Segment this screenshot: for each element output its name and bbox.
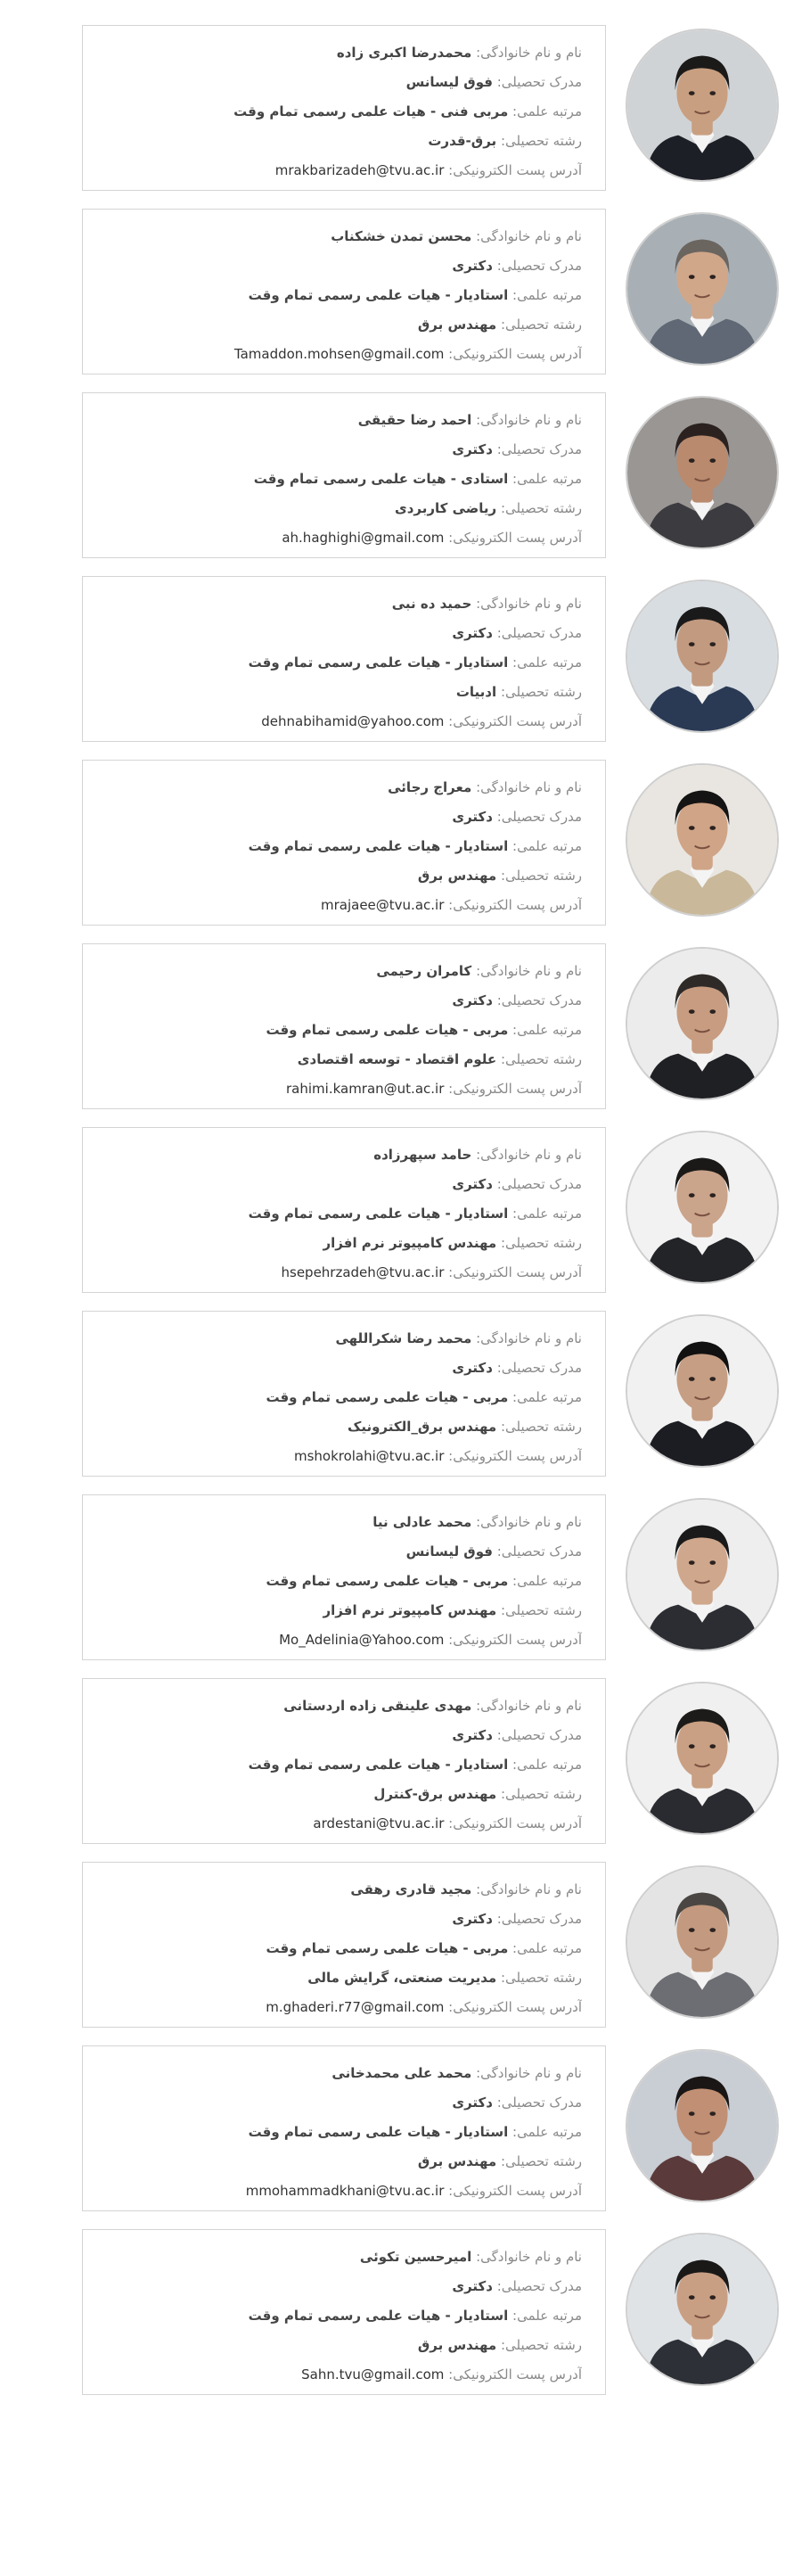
member-rank: استادیار - هیات علمی رسمی تمام وقت <box>248 838 509 854</box>
member-rank: مربی - هیات علمی رسمی تمام وقت <box>266 1022 509 1038</box>
portrait-right-eye <box>709 91 716 95</box>
portrait-left-eye <box>689 1744 695 1749</box>
field-label: رشته تحصیلی: <box>500 133 582 149</box>
rank-row <box>101 465 582 494</box>
name-label: نام و نام خانوادگی: <box>476 779 582 795</box>
member-degree: دکتری <box>452 1360 493 1376</box>
field-label: رشته تحصیلی: <box>500 684 582 700</box>
avatar <box>626 1314 779 1468</box>
portrait-photo <box>627 581 777 731</box>
email-label: آدرس پست الکترونیکی: <box>448 1081 582 1097</box>
member-degree: دکتری <box>452 992 493 1008</box>
email-label: آدرس پست الکترونیکی: <box>448 897 582 913</box>
member-name: کامران رحیمی <box>376 963 472 979</box>
member-rank: استادی - هیات علمی رسمی تمام وقت <box>253 471 509 487</box>
avatar <box>626 1498 779 1651</box>
email-row <box>101 523 582 553</box>
degree-row <box>101 802 582 832</box>
portrait-photo <box>627 2051 777 2201</box>
portrait-photo <box>627 1316 777 1466</box>
degree-row <box>101 1537 582 1567</box>
member-field: مهندس برق-کنترل <box>373 1786 497 1802</box>
name-label: نام و نام خانوادگی: <box>476 596 582 612</box>
member-rank: استادیار - هیات علمی رسمی تمام وقت <box>248 1206 509 1222</box>
faculty-member <box>0 760 802 943</box>
rank-label: مرتبه علمی: <box>512 654 582 671</box>
portrait-left-eye <box>689 458 695 463</box>
faculty-member <box>0 2045 802 2229</box>
member-degree: دکتری <box>452 258 493 274</box>
member-info-card <box>82 2229 606 2395</box>
member-name: احمد رضا حقیقی <box>357 412 472 428</box>
rank-label: مرتبه علمی: <box>512 2124 582 2140</box>
portrait-right-eye <box>709 826 716 830</box>
avatar <box>626 2049 779 2202</box>
member-degree: دکتری <box>452 2278 493 2294</box>
field-label: رشته تحصیلی: <box>500 317 582 333</box>
name-label: نام و نام خانوادگی: <box>476 1881 582 1897</box>
avatar <box>626 947 779 1100</box>
degree-row <box>101 2088 582 2118</box>
member-email-link[interactable]: Tamaddon.mohsen@gmail.com <box>233 346 445 362</box>
member-name: حمید ده نبی <box>391 596 472 612</box>
degree-row <box>101 68 582 97</box>
member-rank: مربی - هیات علمی رسمی تمام وقت <box>266 1389 509 1405</box>
member-rank: مربی - هیات علمی رسمی تمام وقت <box>266 1573 509 1589</box>
portrait-right-eye <box>709 1009 716 1014</box>
field-label: رشته تحصیلی: <box>500 1970 582 1986</box>
name-label: نام و نام خانوادگی: <box>476 2249 582 2265</box>
rank-row <box>101 648 582 678</box>
email-row <box>101 1625 582 1655</box>
email-row <box>101 1074 582 1104</box>
rank-label: مرتبه علمی: <box>512 103 582 119</box>
portrait-photo <box>627 2234 777 2384</box>
portrait-right-eye <box>709 1560 716 1565</box>
portrait-photo <box>627 1683 777 1833</box>
field-label: رشته تحصیلی: <box>500 2153 582 2169</box>
email-row <box>101 156 582 185</box>
member-field: برق-قدرت <box>428 133 497 149</box>
faculty-member <box>0 943 802 1127</box>
member-degree: دکتری <box>452 2095 493 2111</box>
rank-row <box>101 2301 582 2331</box>
portrait-left-eye <box>689 1560 695 1565</box>
rank-row <box>101 1934 582 1963</box>
degree-label: مدرک تحصیلی: <box>496 1911 582 1927</box>
member-info-card <box>82 1311 606 1477</box>
email-label: آدرس پست الکترونیکی: <box>448 2366 582 2383</box>
portrait-left-eye <box>689 91 695 95</box>
avatar <box>626 580 779 733</box>
rank-label: مرتبه علمی: <box>512 1206 582 1222</box>
field-row <box>101 2147 582 2177</box>
portrait-left-eye <box>689 1009 695 1014</box>
portrait-photo <box>627 30 777 180</box>
email-row <box>101 2177 582 2206</box>
degree-row <box>101 1170 582 1199</box>
degree-row <box>101 435 582 465</box>
member-email-link[interactable]: mmohammadkhani@tvu.ac.ir <box>245 2183 445 2199</box>
member-rank: استادیار - هیات علمی رسمی تمام وقت <box>248 287 509 303</box>
field-row <box>101 1412 582 1442</box>
email-row <box>101 2360 582 2390</box>
email-row <box>101 1442 582 1471</box>
name-label: نام و نام خانوادگی: <box>476 963 582 979</box>
name-row <box>101 1140 582 1170</box>
degree-label: مدرک تحصیلی: <box>496 2278 582 2294</box>
member-name: محمد عادلی نیا <box>372 1514 472 1530</box>
avatar <box>626 1682 779 1835</box>
name-label: نام و نام خانوادگی: <box>476 45 582 61</box>
member-info-card <box>82 1127 606 1293</box>
rank-label: مرتبه علمی: <box>512 471 582 487</box>
rank-row <box>101 1016 582 1045</box>
faculty-list <box>0 25 802 2413</box>
avatar <box>626 29 779 182</box>
portrait-right-eye <box>709 1744 716 1749</box>
name-label: نام و نام خانوادگی: <box>476 412 582 428</box>
member-field: مهندس برق <box>417 2153 497 2169</box>
field-label: رشته تحصیلی: <box>500 1786 582 1802</box>
portrait-left-eye <box>689 642 695 646</box>
rank-label: مرتبه علمی: <box>512 1940 582 1956</box>
name-row <box>101 1691 582 1721</box>
member-degree: فوق لیسانس <box>405 1543 493 1560</box>
rank-label: مرتبه علمی: <box>512 1573 582 1589</box>
field-row <box>101 1780 582 1809</box>
avatar <box>626 1865 779 2019</box>
portrait-photo <box>627 398 777 547</box>
degree-label: مدرک تحصیلی: <box>496 1543 582 1560</box>
portrait-right-eye <box>709 1377 716 1381</box>
member-degree: دکتری <box>452 1176 493 1192</box>
field-row <box>101 494 582 523</box>
member-name: محمدرضا اکبری زاده <box>336 45 472 61</box>
degree-label: مدرک تحصیلی: <box>496 1360 582 1376</box>
faculty-member <box>0 1678 802 1862</box>
member-field: مهندس کامپیوتر نرم افزار <box>323 1235 497 1251</box>
name-row <box>101 222 582 251</box>
rank-label: مرتبه علمی: <box>512 2308 582 2324</box>
member-email-link[interactable]: Mo_Adelinia@Yahoo.com <box>279 1632 445 1648</box>
name-row <box>101 589 582 619</box>
member-email-link[interactable]: ardestani@tvu.ac.ir <box>313 1815 445 1831</box>
rank-row <box>101 1199 582 1229</box>
name-row <box>101 1508 582 1537</box>
member-field: مهندس برق <box>417 2337 497 2353</box>
rank-row <box>101 97 582 127</box>
portrait-photo <box>627 1500 777 1650</box>
field-label: رشته تحصیلی: <box>500 868 582 884</box>
portrait-photo <box>627 1132 777 1282</box>
member-field: مهندس برق_الکترونیک <box>347 1419 497 1435</box>
faculty-member <box>0 1311 802 1494</box>
faculty-member <box>0 1862 802 2045</box>
avatar <box>626 212 779 366</box>
member-rank: استادیار - هیات علمی رسمی تمام وقت <box>248 2124 509 2140</box>
email-label: آدرس پست الکترونیکی: <box>448 162 582 178</box>
portrait-photo <box>627 765 777 915</box>
member-field: ریاضی کاربردی <box>394 500 497 516</box>
rank-row <box>101 281 582 310</box>
name-label: نام و نام خانوادگی: <box>476 228 582 244</box>
member-email-link[interactable]: Sahn.tvu@gmail.com <box>301 2366 445 2383</box>
field-label: رشته تحصیلی: <box>500 500 582 516</box>
degree-row <box>101 2272 582 2301</box>
portrait-right-eye <box>709 1193 716 1197</box>
degree-label: مدرک تحصیلی: <box>496 809 582 825</box>
email-row <box>101 891 582 920</box>
name-label: نام و نام خانوادگی: <box>476 2065 582 2081</box>
portrait-left-eye <box>689 1193 695 1197</box>
email-row <box>101 1993 582 2022</box>
email-label: آدرس پست الکترونیکی: <box>448 1632 582 1648</box>
portrait-right-eye <box>709 275 716 279</box>
rank-row <box>101 1383 582 1412</box>
field-label: رشته تحصیلی: <box>500 1602 582 1618</box>
portrait-left-eye <box>689 826 695 830</box>
portrait-left-eye <box>689 275 695 279</box>
member-name: محمد علی محمدخانی <box>331 2065 472 2081</box>
faculty-member <box>0 25 802 209</box>
degree-row <box>101 986 582 1016</box>
field-row <box>101 2331 582 2360</box>
member-info-card <box>82 760 606 926</box>
portrait-left-eye <box>689 2111 695 2116</box>
member-field: علوم اقتصاد - توسعه اقتصادی <box>297 1051 497 1067</box>
member-name: محسن تمدن خشکناب <box>331 228 472 244</box>
member-info-card <box>82 1494 606 1660</box>
member-degree: فوق لیسانس <box>405 74 493 90</box>
email-label: آدرس پست الکترونیکی: <box>448 1264 582 1280</box>
faculty-member <box>0 209 802 392</box>
name-row <box>101 1875 582 1905</box>
member-name: امیرحسین تکوئی <box>359 2249 472 2265</box>
rank-row <box>101 1750 582 1780</box>
degree-label: مدرک تحصیلی: <box>496 258 582 274</box>
member-name: محمد رضا شکراللهی <box>335 1330 472 1346</box>
degree-label: مدرک تحصیلی: <box>496 441 582 457</box>
email-label: آدرس پست الکترونیکی: <box>448 346 582 362</box>
member-email-link[interactable]: dehnabihamid@yahoo.com <box>261 713 445 729</box>
portrait-right-eye <box>709 458 716 463</box>
faculty-member <box>0 576 802 760</box>
portrait-left-eye <box>689 2295 695 2300</box>
member-degree: دکتری <box>452 441 493 457</box>
member-info-card <box>82 2045 606 2211</box>
name-row <box>101 406 582 435</box>
member-email-link[interactable]: ah.haghighi@gmail.com <box>282 530 445 546</box>
field-row <box>101 861 582 891</box>
member-name: مجید قادری رهقی <box>350 1881 472 1897</box>
rank-label: مرتبه علمی: <box>512 1022 582 1038</box>
portrait-right-eye <box>709 642 716 646</box>
name-row <box>101 2059 582 2088</box>
faculty-member <box>0 1494 802 1678</box>
rank-label: مرتبه علمی: <box>512 1389 582 1405</box>
name-label: نام و نام خانوادگی: <box>476 1514 582 1530</box>
member-rank: استادیار - هیات علمی رسمی تمام وقت <box>248 1757 509 1773</box>
email-label: آدرس پست الکترونیکی: <box>448 1999 582 2015</box>
name-row <box>101 2243 582 2272</box>
member-degree: دکتری <box>452 809 493 825</box>
member-email-link[interactable]: mrakbarizadeh@tvu.ac.ir <box>274 162 445 178</box>
degree-label: مدرک تحصیلی: <box>496 2095 582 2111</box>
name-label: نام و نام خانوادگی: <box>476 1330 582 1346</box>
name-row <box>101 773 582 802</box>
faculty-member <box>0 1127 802 1311</box>
field-row <box>101 1963 582 1993</box>
portrait-right-eye <box>709 2295 716 2300</box>
email-label: آدرس پست الکترونیکی: <box>448 530 582 546</box>
portrait-photo <box>627 1867 777 2017</box>
member-info-card <box>82 25 606 191</box>
member-rank: مربی - هیات علمی رسمی تمام وقت <box>266 1940 509 1956</box>
email-row <box>101 1809 582 1839</box>
name-label: نام و نام خانوادگی: <box>476 1147 582 1163</box>
field-row <box>101 678 582 707</box>
portrait-photo <box>627 214 777 364</box>
degree-label: مدرک تحصیلی: <box>496 1727 582 1743</box>
member-field: ادبیات <box>455 684 497 700</box>
member-degree: دکتری <box>452 1911 493 1927</box>
member-rank: استادیار - هیات علمی رسمی تمام وقت <box>248 654 509 671</box>
name-label: نام و نام خانوادگی: <box>476 1698 582 1714</box>
member-name: مهدی علینقی زاده اردستانی <box>283 1698 472 1714</box>
email-label: آدرس پست الکترونیکی: <box>448 1448 582 1464</box>
field-label: رشته تحصیلی: <box>500 2337 582 2353</box>
field-label: رشته تحصیلی: <box>500 1419 582 1435</box>
avatar <box>626 2233 779 2386</box>
avatar <box>626 1131 779 1284</box>
field-row <box>101 310 582 340</box>
portrait-photo <box>627 949 777 1099</box>
member-email-link[interactable]: hsepehrzadeh@tvu.ac.ir <box>281 1264 445 1280</box>
field-label: رشته تحصیلی: <box>500 1051 582 1067</box>
field-row <box>101 1229 582 1258</box>
portrait-right-eye <box>709 1928 716 1932</box>
member-rank: مربی فنی - هیات علمی رسمی تمام وقت <box>233 103 509 119</box>
portrait-right-eye <box>709 2111 716 2116</box>
member-field: مدیریت صنعتی، گرایش مالی <box>307 1970 497 1986</box>
portrait-left-eye <box>689 1928 695 1932</box>
member-email-link[interactable]: mrajaee@tvu.ac.ir <box>321 897 445 913</box>
portrait-left-eye <box>689 1377 695 1381</box>
email-row <box>101 340 582 369</box>
name-row <box>101 957 582 986</box>
member-info-card <box>82 392 606 558</box>
degree-label: مدرک تحصیلی: <box>496 625 582 641</box>
member-info-card <box>82 209 606 374</box>
degree-row <box>101 619 582 648</box>
member-name: حامد سپهرزاده <box>373 1147 472 1163</box>
degree-label: مدرک تحصیلی: <box>496 1176 582 1192</box>
rank-label: مرتبه علمی: <box>512 838 582 854</box>
rank-row <box>101 1567 582 1596</box>
member-field: مهندس برق <box>417 317 497 333</box>
faculty-member <box>0 392 802 576</box>
rank-label: مرتبه علمی: <box>512 1757 582 1773</box>
degree-label: مدرک تحصیلی: <box>496 992 582 1008</box>
avatar <box>626 763 779 917</box>
rank-row <box>101 832 582 861</box>
field-row <box>101 1596 582 1625</box>
avatar <box>626 396 779 549</box>
member-info-card <box>82 576 606 742</box>
degree-row <box>101 251 582 281</box>
degree-row <box>101 1721 582 1750</box>
member-info-card <box>82 1862 606 2028</box>
name-row <box>101 1324 582 1354</box>
member-field: مهندس برق <box>417 868 497 884</box>
email-label: آدرس پست الکترونیکی: <box>448 2183 582 2199</box>
field-row <box>101 1045 582 1074</box>
degree-label: مدرک تحصیلی: <box>496 74 582 90</box>
member-email-link[interactable]: mshokrolahi@tvu.ac.ir <box>293 1448 445 1464</box>
member-field: مهندس کامپیوتر نرم افزار <box>323 1602 497 1618</box>
rank-label: مرتبه علمی: <box>512 287 582 303</box>
email-row <box>101 1258 582 1288</box>
name-row <box>101 38 582 68</box>
email-label: آدرس پست الکترونیکی: <box>448 713 582 729</box>
email-row <box>101 707 582 737</box>
member-rank: استادیار - هیات علمی رسمی تمام وقت <box>248 2308 509 2324</box>
email-label: آدرس پست الکترونیکی: <box>448 1815 582 1831</box>
member-email-link[interactable]: rahimi.kamran@ut.ac.ir <box>286 1081 445 1097</box>
degree-row <box>101 1905 582 1934</box>
member-info-card <box>82 1678 606 1844</box>
member-info-card <box>82 943 606 1109</box>
rank-row <box>101 2118 582 2147</box>
field-row <box>101 127 582 156</box>
field-label: رشته تحصیلی: <box>500 1235 582 1251</box>
member-email-link[interactable]: m.ghaderi.r77@gmail.com <box>266 1999 445 2015</box>
degree-row <box>101 1354 582 1383</box>
member-name: معراج رجائی <box>388 779 472 795</box>
faculty-member <box>0 2229 802 2413</box>
member-degree: دکتری <box>452 625 493 641</box>
member-degree: دکتری <box>452 1727 493 1743</box>
